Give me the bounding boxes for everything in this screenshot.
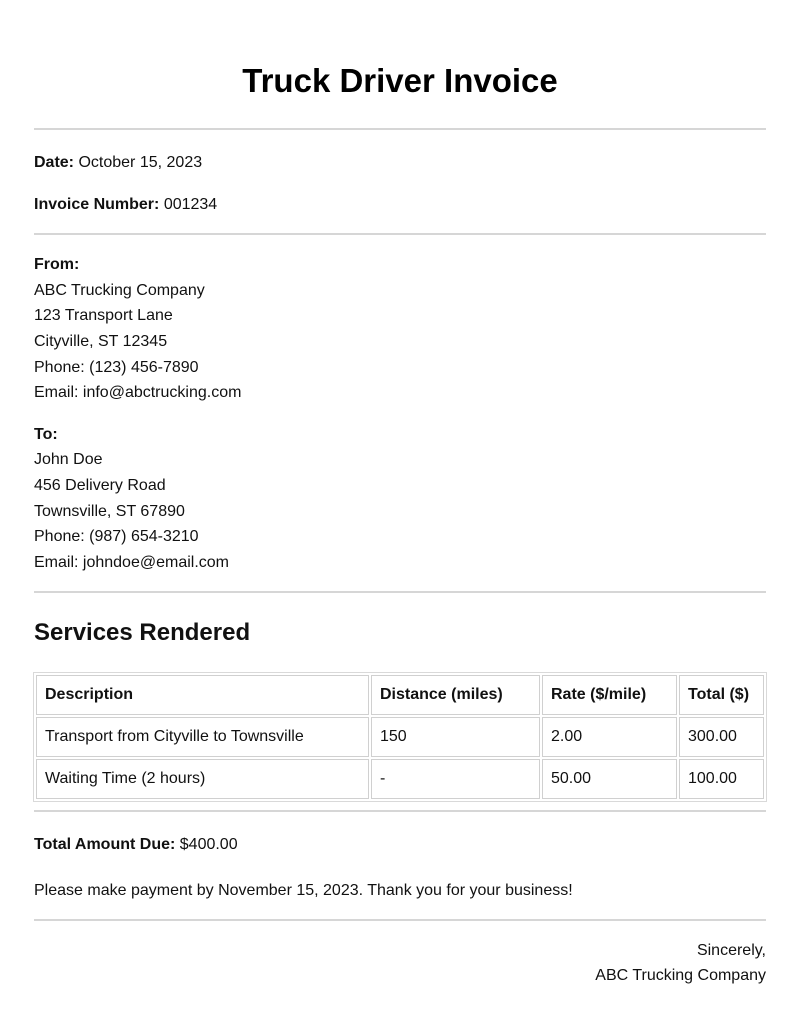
table-cell: Transport from Cityville to Townsville [36,717,369,757]
invoice-number-value: 001234 [163,195,218,213]
table-cell: 300.00 [679,717,764,757]
from-block [34,252,766,406]
invoice-title: Truck Driver Invoice [242,62,558,99]
total-amount [34,832,766,858]
table-cell: 2.00 [542,717,677,757]
to-line: John Doe [34,451,103,469]
total-value: $400.00 [179,836,238,854]
invoice-number-label: Invoice Number: [34,195,160,213]
to-line: Townsville, ST 67890 [34,502,185,520]
table-cell: 100.00 [679,759,764,799]
services-table [33,672,767,802]
column-header: Description [36,675,369,715]
total-label: Total Amount Due: [34,836,176,854]
table-cell: 150 [371,717,540,757]
table-row [36,759,764,799]
services-heading: Services Rendered [34,619,251,647]
from-line: ABC Trucking Company [34,281,205,299]
column-header: Rate ($/mile) [542,675,677,715]
payment-note: Please make payment by November 15, 2023. Thank you for your business! [34,881,573,899]
closing-block [34,938,766,989]
to-label: To: [34,425,58,443]
divider [34,591,766,593]
from-line: Phone: (123) 456-7890 [34,358,199,376]
divider [34,233,766,235]
to-block [34,422,766,576]
date-label: Date: [34,154,75,171]
date-value: October 15, 2023 [78,154,203,171]
invoice-number [34,192,766,218]
from-line: Cityville, ST 12345 [34,332,168,350]
closing-signature: ABC Trucking Company [595,967,766,985]
to-line: 456 Delivery Road [34,476,166,494]
from-line: Email: info@abctrucking.com [34,384,242,402]
from-line: 123 Transport Lane [34,307,173,325]
to-line: Phone: (987) 654-3210 [34,528,199,546]
divider [34,919,766,921]
divider [34,810,766,812]
divider [34,128,766,130]
table-cell: Waiting Time (2 hours) [36,759,369,799]
from-label: From: [34,256,80,274]
table-row [36,717,764,757]
to-line: Email: johndoe@email.com [34,553,229,571]
table-header-row [36,675,764,715]
invoice-date [34,150,766,176]
table-cell: - [371,759,540,799]
column-header: Distance (miles) [371,675,540,715]
closing-salutation: Sincerely, [696,941,766,959]
table-cell: 50.00 [542,759,677,799]
column-header: Total ($) [679,675,764,715]
